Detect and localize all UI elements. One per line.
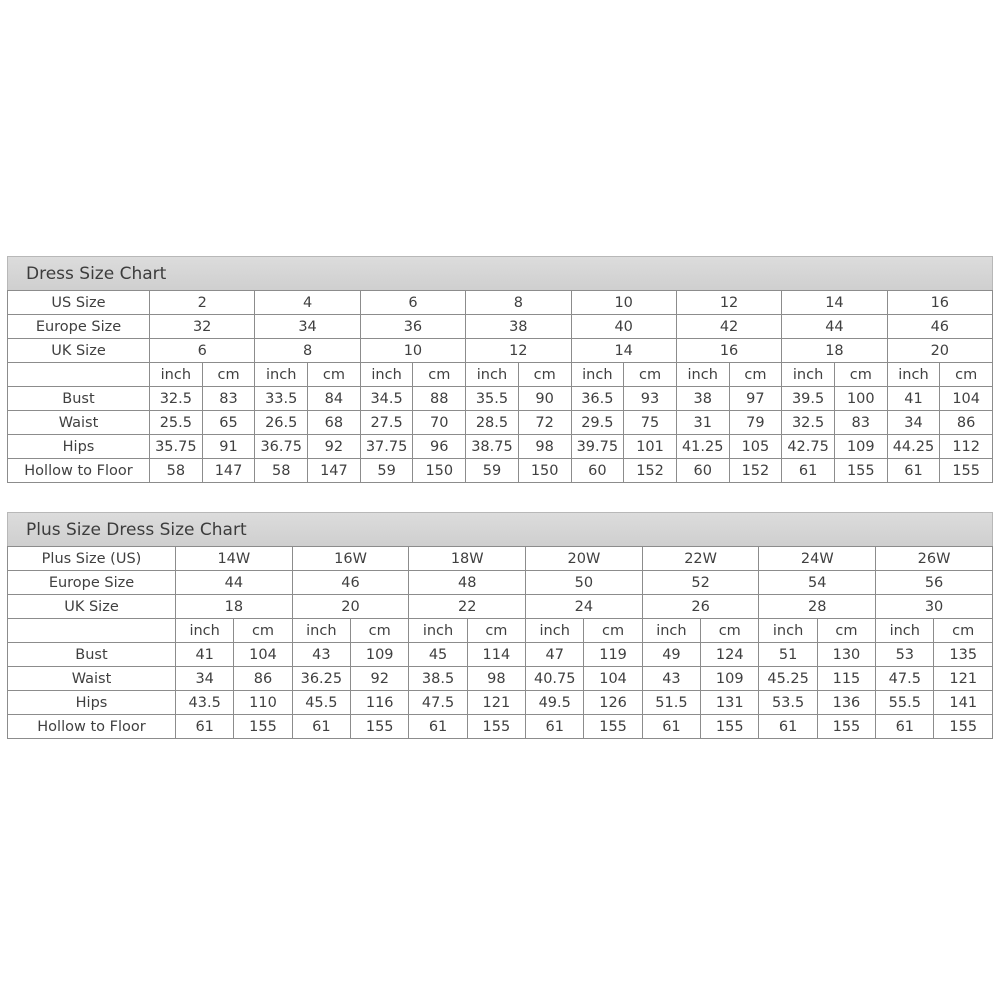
measure-cell: 61	[526, 715, 584, 739]
empty-cell	[8, 363, 150, 387]
measure-cell: 110	[234, 691, 292, 715]
measure-cell: 45.5	[292, 691, 350, 715]
plus-size-dress-size-chart	[7, 512, 993, 739]
measure-cell: 36.5	[571, 387, 624, 411]
measure-cell: 155	[701, 715, 759, 739]
measure-cell: 34	[887, 411, 940, 435]
size-cell: 8	[255, 339, 360, 363]
measure-cell: 155	[467, 715, 525, 739]
measure-cell: 109	[834, 435, 887, 459]
measure-cell: 61	[876, 715, 934, 739]
size-cell: 44	[782, 315, 887, 339]
measure-row	[8, 643, 993, 667]
measure-cell: 92	[351, 667, 409, 691]
measure-cell: 34.5	[360, 387, 413, 411]
measure-cell: 97	[729, 387, 782, 411]
size-cell: 36	[360, 315, 465, 339]
measure-cell: 43	[642, 667, 700, 691]
size-row	[8, 595, 993, 619]
measure-cell: 155	[234, 715, 292, 739]
measure-cell: 91	[202, 435, 255, 459]
measure-cell: 47.5	[876, 667, 934, 691]
measure-cell: 83	[834, 411, 887, 435]
measure-cell: 58	[255, 459, 308, 483]
measure-row	[8, 691, 993, 715]
measure-cell: 61	[759, 715, 817, 739]
measure-cell: 45.25	[759, 667, 817, 691]
measure-cell: 104	[584, 667, 642, 691]
measure-cell: 58	[150, 459, 203, 483]
size-cell: 10	[360, 339, 465, 363]
measure-cell: 26.5	[255, 411, 308, 435]
measure-cell: 59	[466, 459, 519, 483]
size-cell: 38	[466, 315, 571, 339]
measure-cell: 152	[729, 459, 782, 483]
size-cell: 24W	[759, 547, 876, 571]
measure-cell: 115	[817, 667, 875, 691]
measure-cell: 34	[176, 667, 234, 691]
measure-cell: 136	[817, 691, 875, 715]
size-cell: 22	[409, 595, 526, 619]
unit-header-cell: inch	[292, 619, 350, 643]
size-cell: 18	[782, 339, 887, 363]
row-label: Hips	[8, 435, 150, 459]
measure-cell: 92	[308, 435, 361, 459]
measure-cell: 35.75	[150, 435, 203, 459]
unit-header-row	[8, 363, 993, 387]
measure-cell: 38.75	[466, 435, 519, 459]
measure-cell: 131	[701, 691, 759, 715]
unit-header-cell: cm	[584, 619, 642, 643]
measure-cell: 147	[202, 459, 255, 483]
measure-cell: 61	[292, 715, 350, 739]
measure-row	[8, 411, 993, 435]
measure-row	[8, 715, 993, 739]
measure-cell: 29.5	[571, 411, 624, 435]
size-cell: 16	[676, 339, 781, 363]
measure-cell: 116	[351, 691, 409, 715]
measure-row	[8, 387, 993, 411]
measure-cell: 75	[624, 411, 677, 435]
size-cell: 6	[150, 339, 255, 363]
unit-header-cell: inch	[526, 619, 584, 643]
measure-cell: 150	[413, 459, 466, 483]
chart-title: Dress Size Chart	[7, 256, 993, 290]
row-label: Bust	[8, 643, 176, 667]
row-label: Hollow to Floor	[8, 715, 176, 739]
size-cell: 20W	[526, 547, 643, 571]
measure-cell: 38.5	[409, 667, 467, 691]
unit-header-cell: inch	[466, 363, 519, 387]
measure-cell: 79	[729, 411, 782, 435]
measure-cell: 86	[940, 411, 993, 435]
measure-cell: 152	[624, 459, 677, 483]
measure-cell: 49.5	[526, 691, 584, 715]
measure-cell: 112	[940, 435, 993, 459]
size-cell: 54	[759, 571, 876, 595]
measure-cell: 38	[676, 387, 729, 411]
measure-cell: 68	[308, 411, 361, 435]
measure-cell: 155	[351, 715, 409, 739]
size-cell: 24	[526, 595, 643, 619]
row-label: Waist	[8, 667, 176, 691]
size-cell: 16W	[292, 547, 409, 571]
size-cell: 14	[782, 291, 887, 315]
measure-cell: 51.5	[642, 691, 700, 715]
size-cell: 6	[360, 291, 465, 315]
row-label: Waist	[8, 411, 150, 435]
measure-cell: 90	[518, 387, 571, 411]
unit-header-cell: inch	[176, 619, 234, 643]
measure-cell: 61	[887, 459, 940, 483]
measure-cell: 135	[934, 643, 993, 667]
unit-header-cell: inch	[876, 619, 934, 643]
measure-cell: 104	[234, 643, 292, 667]
measure-cell: 155	[834, 459, 887, 483]
measure-cell: 93	[624, 387, 677, 411]
measure-cell: 27.5	[360, 411, 413, 435]
measure-cell: 47	[526, 643, 584, 667]
measure-cell: 47.5	[409, 691, 467, 715]
size-cell: 44	[176, 571, 293, 595]
unit-header-cell: inch	[150, 363, 203, 387]
unit-header-cell: inch	[409, 619, 467, 643]
measure-cell: 61	[176, 715, 234, 739]
measure-cell: 121	[934, 667, 993, 691]
measure-cell: 100	[834, 387, 887, 411]
measure-cell: 88	[413, 387, 466, 411]
size-cell: 28	[759, 595, 876, 619]
measure-cell: 101	[624, 435, 677, 459]
size-table	[7, 546, 993, 739]
measure-cell: 98	[518, 435, 571, 459]
size-cell: 12	[466, 339, 571, 363]
measure-cell: 65	[202, 411, 255, 435]
size-cell: 34	[255, 315, 360, 339]
measure-cell: 83	[202, 387, 255, 411]
unit-header-cell: cm	[624, 363, 677, 387]
measure-cell: 55.5	[876, 691, 934, 715]
unit-header-cell: cm	[817, 619, 875, 643]
size-cell: 20	[292, 595, 409, 619]
size-cell: 12	[676, 291, 781, 315]
row-label: Bust	[8, 387, 150, 411]
size-cell: 14	[571, 339, 676, 363]
measure-cell: 35.5	[466, 387, 519, 411]
measure-row	[8, 435, 993, 459]
size-cell: 14W	[176, 547, 293, 571]
unit-header-cell: cm	[940, 363, 993, 387]
measure-cell: 141	[934, 691, 993, 715]
unit-header-cell: inch	[571, 363, 624, 387]
size-cell: 22W	[642, 547, 759, 571]
measure-cell: 59	[360, 459, 413, 483]
size-cell: 10	[571, 291, 676, 315]
measure-cell: 147	[308, 459, 361, 483]
unit-header-cell: cm	[934, 619, 993, 643]
chart-title: Plus Size Dress Size Chart	[7, 512, 993, 546]
measure-cell: 86	[234, 667, 292, 691]
measure-cell: 37.75	[360, 435, 413, 459]
row-label: UK Size	[8, 339, 150, 363]
size-table	[7, 290, 993, 483]
measure-cell: 41	[887, 387, 940, 411]
size-cell: 26W	[876, 547, 993, 571]
measure-cell: 32.5	[782, 411, 835, 435]
measure-cell: 61	[642, 715, 700, 739]
size-row	[8, 315, 993, 339]
measure-cell: 25.5	[150, 411, 203, 435]
measure-cell: 31	[676, 411, 729, 435]
measure-cell: 96	[413, 435, 466, 459]
measure-cell: 130	[817, 643, 875, 667]
measure-cell: 36.75	[255, 435, 308, 459]
measure-cell: 45	[409, 643, 467, 667]
size-cell: 18	[176, 595, 293, 619]
measure-cell: 70	[413, 411, 466, 435]
size-cell: 30	[876, 595, 993, 619]
size-cell: 20	[887, 339, 992, 363]
size-cell: 42	[676, 315, 781, 339]
measure-cell: 126	[584, 691, 642, 715]
measure-cell: 155	[934, 715, 993, 739]
measure-cell: 33.5	[255, 387, 308, 411]
unit-header-cell: cm	[701, 619, 759, 643]
unit-header-cell: inch	[887, 363, 940, 387]
unit-header-cell: inch	[759, 619, 817, 643]
measure-cell: 155	[817, 715, 875, 739]
unit-header-cell: inch	[782, 363, 835, 387]
measure-cell: 36.25	[292, 667, 350, 691]
size-cell: 56	[876, 571, 993, 595]
measure-cell: 114	[467, 643, 525, 667]
empty-cell	[8, 619, 176, 643]
unit-header-cell: inch	[642, 619, 700, 643]
unit-header-cell: cm	[202, 363, 255, 387]
measure-cell: 53.5	[759, 691, 817, 715]
size-cell: 40	[571, 315, 676, 339]
measure-cell: 32.5	[150, 387, 203, 411]
unit-header-cell: cm	[308, 363, 361, 387]
size-cell: 18W	[409, 547, 526, 571]
measure-cell: 40.75	[526, 667, 584, 691]
row-label: Europe Size	[8, 571, 176, 595]
size-cell: 32	[150, 315, 255, 339]
measure-cell: 109	[351, 643, 409, 667]
measure-cell: 98	[467, 667, 525, 691]
measure-cell: 43	[292, 643, 350, 667]
measure-cell: 61	[409, 715, 467, 739]
size-cell: 8	[466, 291, 571, 315]
measure-cell: 42.75	[782, 435, 835, 459]
unit-header-cell: cm	[834, 363, 887, 387]
unit-header-cell: cm	[413, 363, 466, 387]
measure-cell: 43.5	[176, 691, 234, 715]
measure-cell: 51	[759, 643, 817, 667]
measure-row	[8, 459, 993, 483]
measure-cell: 150	[518, 459, 571, 483]
size-row	[8, 291, 993, 315]
measure-cell: 41	[176, 643, 234, 667]
size-row	[8, 339, 993, 363]
measure-cell: 61	[782, 459, 835, 483]
dress-size-chart	[7, 256, 993, 483]
measure-cell: 41.25	[676, 435, 729, 459]
unit-header-cell: cm	[518, 363, 571, 387]
row-label: Europe Size	[8, 315, 150, 339]
size-cell: 48	[409, 571, 526, 595]
measure-cell: 121	[467, 691, 525, 715]
measure-row	[8, 667, 993, 691]
measure-cell: 104	[940, 387, 993, 411]
size-cell: 4	[255, 291, 360, 315]
measure-cell: 84	[308, 387, 361, 411]
unit-header-cell: inch	[360, 363, 413, 387]
row-label: Plus Size (US)	[8, 547, 176, 571]
measure-cell: 39.5	[782, 387, 835, 411]
measure-cell: 155	[584, 715, 642, 739]
measure-cell: 105	[729, 435, 782, 459]
size-cell: 46	[292, 571, 409, 595]
size-cell: 26	[642, 595, 759, 619]
measure-cell: 60	[571, 459, 624, 483]
unit-header-cell: inch	[676, 363, 729, 387]
measure-cell: 72	[518, 411, 571, 435]
size-cell: 2	[150, 291, 255, 315]
row-label: US Size	[8, 291, 150, 315]
row-label: Hips	[8, 691, 176, 715]
measure-cell: 109	[701, 667, 759, 691]
unit-header-cell: inch	[255, 363, 308, 387]
row-label: UK Size	[8, 595, 176, 619]
measure-cell: 119	[584, 643, 642, 667]
unit-header-cell: cm	[234, 619, 292, 643]
measure-cell: 44.25	[887, 435, 940, 459]
measure-cell: 60	[676, 459, 729, 483]
measure-cell: 155	[940, 459, 993, 483]
size-cell: 50	[526, 571, 643, 595]
measure-cell: 49	[642, 643, 700, 667]
size-cell: 52	[642, 571, 759, 595]
row-label: Hollow to Floor	[8, 459, 150, 483]
measure-cell: 53	[876, 643, 934, 667]
unit-header-row	[8, 619, 993, 643]
size-cell: 16	[887, 291, 992, 315]
measure-cell: 28.5	[466, 411, 519, 435]
size-row	[8, 547, 993, 571]
measure-cell: 39.75	[571, 435, 624, 459]
unit-header-cell: cm	[467, 619, 525, 643]
unit-header-cell: cm	[729, 363, 782, 387]
size-row	[8, 571, 993, 595]
size-cell: 46	[887, 315, 992, 339]
unit-header-cell: cm	[351, 619, 409, 643]
measure-cell: 124	[701, 643, 759, 667]
